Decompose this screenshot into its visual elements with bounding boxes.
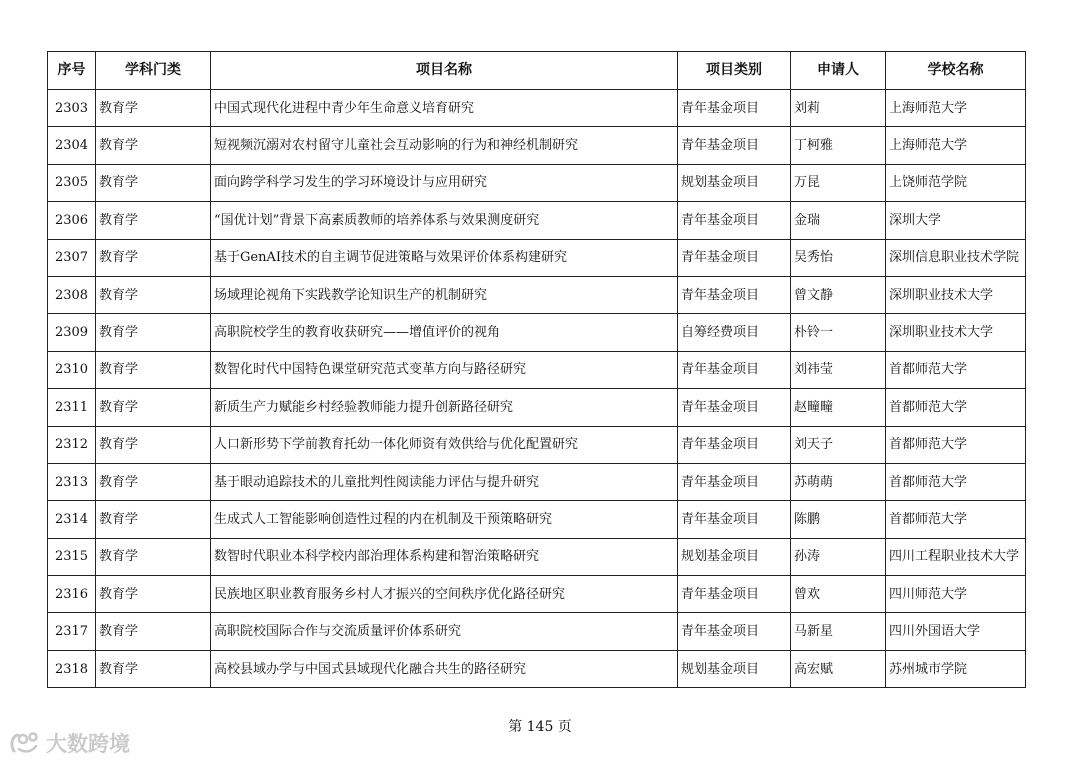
project-name-cell: 中国式现代化进程中青少年生命意义培育研究 [211, 90, 678, 127]
project-name-cell: 面向跨学科学习发生的学习环境设计与应用研究 [211, 164, 678, 201]
school-cell: 上饶师范学院 [886, 164, 1026, 201]
discipline-cell: 教育学 [96, 164, 211, 201]
table-row [48, 276, 1026, 313]
project-name-cell: 数智时代职业本科学校内部治理体系构建和智治策略研究 [211, 538, 678, 575]
project-name-cell: 新质生产力赋能乡村经验教师能力提升创新路径研究 [211, 389, 678, 426]
applicant-cell: 陈鹏 [791, 501, 886, 538]
discipline-cell: 教育学 [96, 389, 211, 426]
serial-cell: 2315 [48, 538, 96, 575]
applicant-cell: 孙涛 [791, 538, 886, 575]
project-name-cell: 数智化时代中国特色课堂研究范式变革方向与路径研究 [211, 351, 678, 388]
project-type-cell: 青年基金项目 [678, 426, 791, 463]
project-name-cell: 民族地区职业教育服务乡村人才振兴的空间秩序优化路径研究 [211, 576, 678, 613]
school-cell: 首都师范大学 [886, 501, 1026, 538]
project-type-cell: 青年基金项目 [678, 576, 791, 613]
discipline-cell: 教育学 [96, 127, 211, 164]
project-name-cell: 短视频沉溺对农村留守儿童社会互动影响的行为和神经机制研究 [211, 127, 678, 164]
applicant-cell: 刘莉 [791, 90, 886, 127]
applicant-cell: 金瑞 [791, 202, 886, 239]
table-row [48, 650, 1026, 687]
project-type-cell: 青年基金项目 [678, 127, 791, 164]
applicant-cell: 朴铃一 [791, 314, 886, 351]
project-name-cell: 基于眼动追踪技术的儿童批判性阅读能力评估与提升研究 [211, 463, 678, 500]
applicant-cell: 万昆 [791, 164, 886, 201]
table-row [48, 127, 1026, 164]
serial-cell: 2304 [48, 127, 96, 164]
school-cell: 上海师范大学 [886, 127, 1026, 164]
project-type-cell: 青年基金项目 [678, 90, 791, 127]
table-header [48, 52, 1026, 90]
applicant-cell: 马新星 [791, 613, 886, 650]
serial-cell: 2303 [48, 90, 96, 127]
table-row [48, 613, 1026, 650]
serial-cell: 2311 [48, 389, 96, 426]
project-name-cell: 人口新形势下学前教育托幼一体化师资有效供给与优化配置研究 [211, 426, 678, 463]
project-type-cell: 青年基金项目 [678, 239, 791, 276]
project-type-cell: 青年基金项目 [678, 501, 791, 538]
discipline-cell: 教育学 [96, 90, 211, 127]
applicant-cell: 赵疃疃 [791, 389, 886, 426]
header-project-type: 项目类别 [678, 52, 791, 90]
table-body [48, 90, 1026, 688]
table-row [48, 576, 1026, 613]
discipline-cell: 教育学 [96, 576, 211, 613]
serial-cell: 2316 [48, 576, 96, 613]
project-type-cell: 青年基金项目 [678, 202, 791, 239]
project-type-cell: 青年基金项目 [678, 276, 791, 313]
table-row [48, 164, 1026, 201]
project-name-cell: 高校县域办学与中国式县域现代化融合共生的路径研究 [211, 650, 678, 687]
discipline-cell: 教育学 [96, 650, 211, 687]
applicant-cell: 丁柯雅 [791, 127, 886, 164]
school-cell: 首都师范大学 [886, 463, 1026, 500]
school-cell: 首都师范大学 [886, 389, 1026, 426]
table-row [48, 239, 1026, 276]
serial-cell: 2307 [48, 239, 96, 276]
project-type-cell: 青年基金项目 [678, 613, 791, 650]
project-type-cell: 规划基金项目 [678, 164, 791, 201]
table-row [48, 426, 1026, 463]
project-name-cell: 场域理论视角下实践教学论知识生产的机制研究 [211, 276, 678, 313]
discipline-cell: 教育学 [96, 426, 211, 463]
school-cell: 苏州城市学院 [886, 650, 1026, 687]
school-cell: 上海师范大学 [886, 90, 1026, 127]
school-cell: 四川工程职业技术大学 [886, 538, 1026, 575]
discipline-cell: 教育学 [96, 239, 211, 276]
table-row [48, 314, 1026, 351]
table-row [48, 90, 1026, 127]
table-row [48, 463, 1026, 500]
project-name-cell: 高职院校国际合作与交流质量评价体系研究 [211, 613, 678, 650]
table-row [48, 351, 1026, 388]
header-project-name: 项目名称 [211, 52, 678, 90]
header-discipline: 学科门类 [96, 52, 211, 90]
discipline-cell: 教育学 [96, 538, 211, 575]
serial-cell: 2314 [48, 501, 96, 538]
discipline-cell: 教育学 [96, 463, 211, 500]
table-row [48, 538, 1026, 575]
project-type-cell: 青年基金项目 [678, 351, 791, 388]
project-type-cell: 规划基金项目 [678, 538, 791, 575]
discipline-cell: 教育学 [96, 613, 211, 650]
school-cell: 深圳信息职业技术学院 [886, 239, 1026, 276]
discipline-cell: 教育学 [96, 351, 211, 388]
watermark [8, 728, 130, 758]
table-row [48, 202, 1026, 239]
school-cell: 深圳大学 [886, 202, 1026, 239]
serial-cell: 2310 [48, 351, 96, 388]
school-cell: 四川外国语大学 [886, 613, 1026, 650]
applicant-cell: 高宏赋 [791, 650, 886, 687]
project-table [47, 51, 1026, 688]
table-row [48, 501, 1026, 538]
serial-cell: 2312 [48, 426, 96, 463]
project-type-cell: 自筹经费项目 [678, 314, 791, 351]
table-row [48, 389, 1026, 426]
applicant-cell: 刘祎莹 [791, 351, 886, 388]
project-type-cell: 青年基金项目 [678, 463, 791, 500]
applicant-cell: 刘天子 [791, 426, 886, 463]
serial-cell: 2305 [48, 164, 96, 201]
project-name-cell: 高职院校学生的教育收获研究——增值评价的视角 [211, 314, 678, 351]
discipline-cell: 教育学 [96, 202, 211, 239]
header-serial: 序号 [48, 52, 96, 90]
project-type-cell: 规划基金项目 [678, 650, 791, 687]
serial-cell: 2308 [48, 276, 96, 313]
applicant-cell: 苏萌萌 [791, 463, 886, 500]
school-cell: 深圳职业技术大学 [886, 314, 1026, 351]
project-name-cell: 基于GenAI技术的自主调节促进策略与效果评价体系构建研究 [211, 239, 678, 276]
discipline-cell: 教育学 [96, 501, 211, 538]
serial-cell: 2306 [48, 202, 96, 239]
logo-icon [8, 731, 42, 755]
project-name-cell: “国优计划”背景下高素质教师的培养体系与效果测度研究 [211, 202, 678, 239]
discipline-cell: 教育学 [96, 314, 211, 351]
project-type-cell: 青年基金项目 [678, 389, 791, 426]
serial-cell: 2309 [48, 314, 96, 351]
page-number: 第 145 页 [508, 719, 572, 735]
school-cell: 四川师范大学 [886, 576, 1026, 613]
school-cell: 首都师范大学 [886, 351, 1026, 388]
school-cell: 首都师范大学 [886, 426, 1026, 463]
header-school: 学校名称 [886, 52, 1026, 90]
serial-cell: 2318 [48, 650, 96, 687]
header-applicant: 申请人 [791, 52, 886, 90]
header-row [48, 52, 1026, 90]
applicant-cell: 曾文静 [791, 276, 886, 313]
school-cell: 深圳职业技术大学 [886, 276, 1026, 313]
applicant-cell: 曾欢 [791, 576, 886, 613]
discipline-cell: 教育学 [96, 276, 211, 313]
watermark-text: 大数跨境 [46, 732, 130, 756]
serial-cell: 2313 [48, 463, 96, 500]
project-name-cell: 生成式人工智能影响创造性过程的内在机制及干预策略研究 [211, 501, 678, 538]
applicant-cell: 吴秀怡 [791, 239, 886, 276]
serial-cell: 2317 [48, 613, 96, 650]
